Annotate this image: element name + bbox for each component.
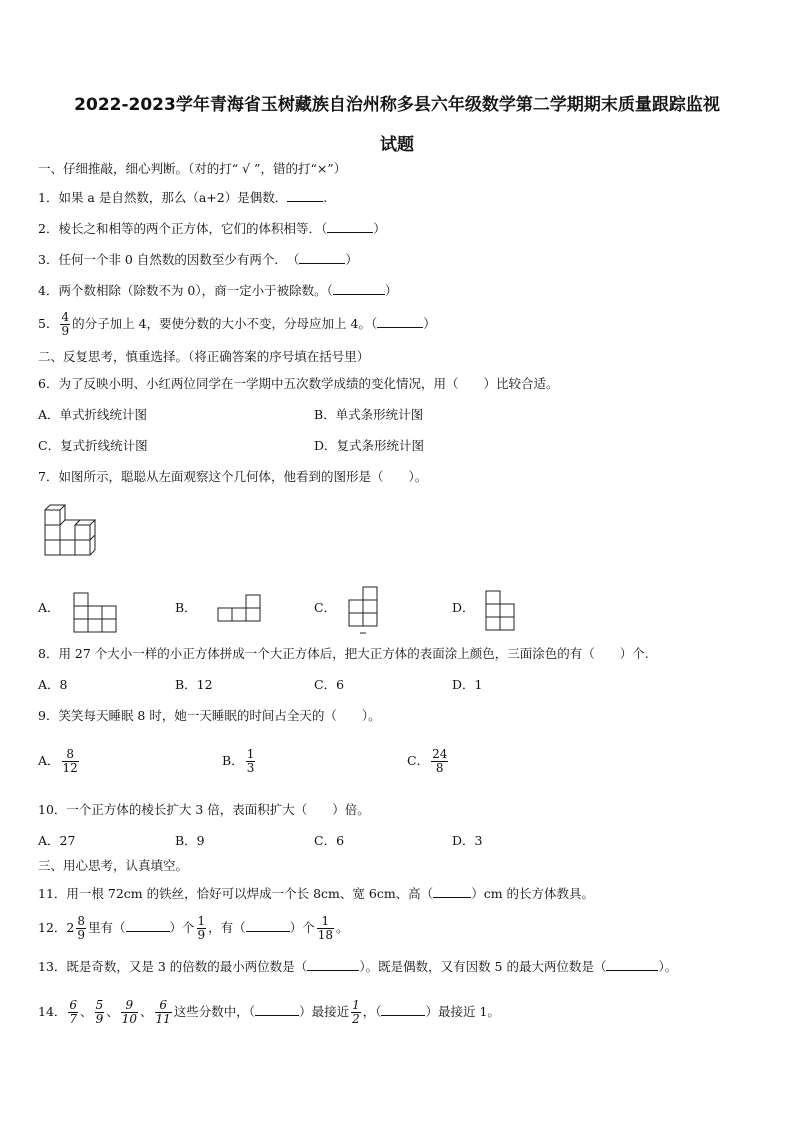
option-6d[interactable]: D．复式条形统计图 <box>314 438 425 453</box>
option-6a[interactable]: A．单式折线统计图 <box>38 407 148 422</box>
option-9c[interactable]: C． $\frac{24}{8}$ <box>407 747 448 775</box>
option-7d-figure <box>485 590 515 634</box>
section-1-heading: 一、仔细推敲，细心判断。（对的打“ √ ”，错的打“×”） <box>38 161 347 176</box>
option-8d[interactable]: D．1 <box>452 677 483 692</box>
question-14: 14． $\frac{6}{7}$ 、 $\frac{5}{9}$ 、 $\frac{9}{10}$ 、 $\frac{6}{11}$ 这些分数中，（ ）最接近 $\frac{1}{2}$ ，（ ）最接近 1。 <box>38 998 500 1026</box>
section-2-heading: 二、反复思考，慎重选择。（将正确答案的序号填在括号里） <box>38 349 370 364</box>
page-title: 2022-2023学年青海省玉树藏族自治州称多县六年级数学第二学期期末质量跟踪监视 <box>74 95 720 115</box>
question-1: 1．如果 a 是自然数，那么（a+2）是偶数． . <box>38 190 328 205</box>
question-3: 3．任何一个非 0 自然数的因数至少有两个． （ ） <box>38 252 358 267</box>
option-6c[interactable]: C．复式折线统计图 <box>38 438 148 453</box>
answer-blank[interactable] <box>433 885 471 898</box>
question-11: 11．用一根 72cm 的铁丝，恰好可以焊成一个长 8cm、宽 6cm、高（ ）cm 的长方体教具。 <box>38 886 595 901</box>
question-13: 13．既是奇数，又是 3 的倍数的最小两位数是（ ）。既是偶数，又有因数 5 的最大两位数是（ ）。 <box>38 959 678 974</box>
answer-blank[interactable] <box>333 282 385 295</box>
answer-blank[interactable] <box>287 189 323 202</box>
question-9: 9．笑笑每天睡眠 8 时，她一天睡眠的时间占全天的（ ）。 <box>38 708 381 723</box>
option-8c[interactable]: C．6 <box>314 677 345 692</box>
fraction: $\frac{6}{7}$ <box>69 998 78 1026</box>
option-10b[interactable]: B．9 <box>175 833 205 848</box>
fraction: $\frac{24}{8}$ <box>432 747 448 775</box>
answer-blank[interactable] <box>126 919 170 932</box>
fraction: $\frac{8}{9}$ <box>77 914 85 942</box>
fraction: $\frac{8}{12}$ <box>62 747 78 775</box>
option-8b[interactable]: B．12 <box>175 677 213 692</box>
question-2: 2．棱长之和相等的两个正方体，它们的体积相等．（ ） <box>38 221 386 236</box>
answer-blank[interactable] <box>299 251 345 264</box>
option-10a[interactable]: A．27 <box>38 833 76 848</box>
question-4: 4．两个数相除（除数不为 0），商一定小于被除数。（ ） <box>38 283 398 298</box>
fraction: $\frac{4}{9}$ <box>61 310 70 338</box>
question-8: 8．用 27 个大小一样的小正方体拼成一个大正方体后，把大正方体的表面涂上颜色，三面涂色的有（ ）个. <box>38 646 649 661</box>
option-7b-figure <box>217 594 261 622</box>
question-10: 10．一个正方体的棱长扩大 3 倍，表面积扩大（ ）倍。 <box>38 802 370 817</box>
fraction: $\frac{6}{11}$ <box>155 998 171 1026</box>
answer-blank[interactable] <box>377 315 423 328</box>
answer-blank[interactable] <box>381 1003 425 1016</box>
fraction: $\frac{1}{18}$ <box>317 914 333 942</box>
option-10d[interactable]: D．3 <box>452 833 483 848</box>
option-7d-label[interactable]: D． <box>452 600 475 615</box>
fraction: $\frac{1}{2}$ <box>352 998 360 1026</box>
answer-blank[interactable] <box>307 958 359 971</box>
answer-blank[interactable] <box>606 958 658 971</box>
option-7a-figure <box>73 592 117 634</box>
fraction: $\frac{1}{9}$ <box>197 914 206 942</box>
answer-blank[interactable] <box>327 220 373 233</box>
option-7a-label[interactable]: A． <box>38 600 60 615</box>
option-10c[interactable]: C．6 <box>314 833 345 848</box>
option-8a[interactable]: A．8 <box>38 677 68 692</box>
option-7c-label[interactable]: C． <box>314 600 337 615</box>
answer-blank[interactable] <box>246 919 290 932</box>
option-7c-figure <box>348 586 378 636</box>
fraction: $\frac{5}{9}$ <box>95 998 104 1026</box>
fraction: $\frac{9}{10}$ <box>121 998 137 1026</box>
option-9b[interactable]: B． $\frac{1}{3}$ <box>222 747 255 775</box>
question-7: 7．如图所示，聪聪从左面观察这个几何体，他看到的图形是（ ）。 <box>38 469 428 484</box>
question-5: 5． $\frac{4}{9}$ 的分子加上 4，要使分数的大小不变，分母应加上 4。（ ） <box>38 310 436 338</box>
page-title-line2: 试题 <box>380 135 414 155</box>
q7-solid-figure <box>44 509 104 557</box>
option-6b[interactable]: B．单式条形统计图 <box>314 407 424 422</box>
option-9a[interactable]: A． $\frac{8}{12}$ <box>38 747 78 775</box>
answer-blank[interactable] <box>255 1003 299 1016</box>
question-12: 12．2 $\frac{8}{9}$ 里有（ ）个 $\frac{1}{9}$ ，有（ ）个 $\frac{1}{18}$ 。 <box>38 914 349 942</box>
question-6: 6．为了反映小明、小红两位同学在一学期中五次数学成绩的变化情况，用（ ）比较合适。 <box>38 376 559 391</box>
fraction: $\frac{1}{3}$ <box>246 747 255 775</box>
section-3-heading: 三、用心思考，认真填空。 <box>38 858 189 873</box>
option-7b-label[interactable]: B． <box>175 600 197 615</box>
